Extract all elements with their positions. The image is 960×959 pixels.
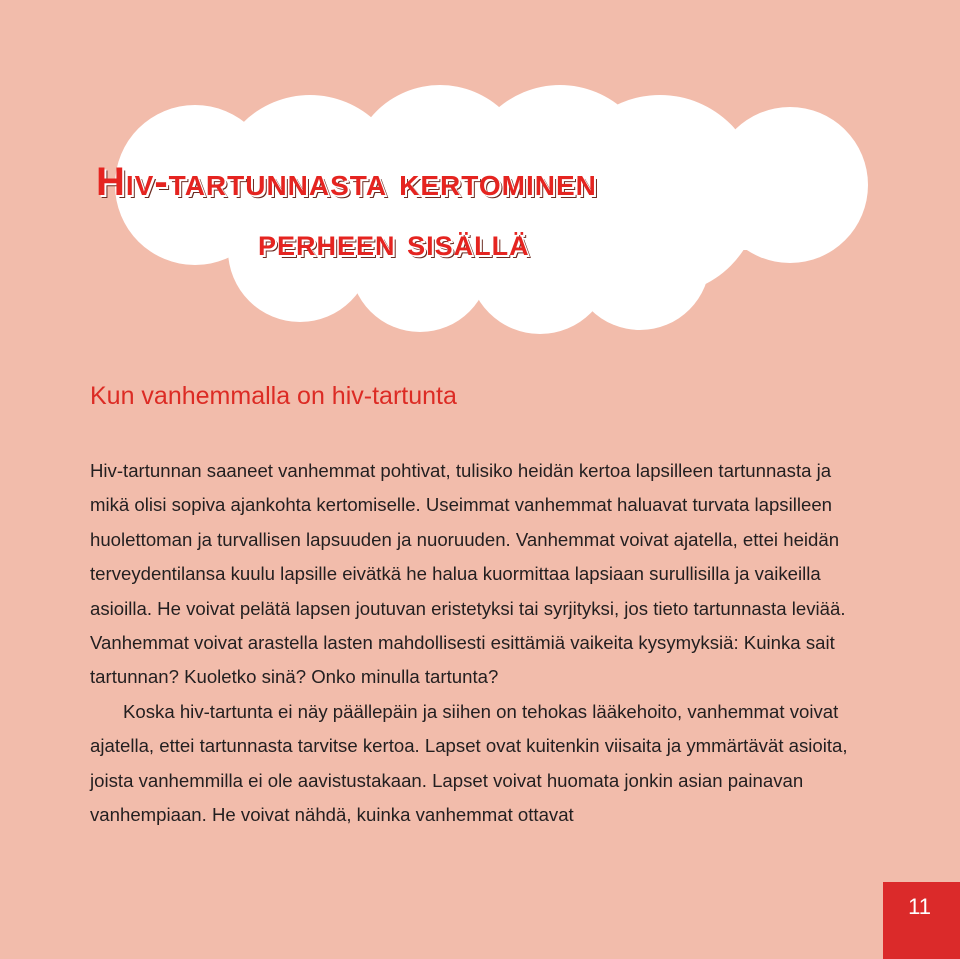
page-number: 11: [908, 894, 931, 919]
section-heading: Kun vanhemmalla on hiv-tartunta: [90, 382, 457, 410]
title-line-2: perheen sisällä: [258, 222, 530, 264]
page-number-box: [883, 882, 960, 959]
body-text: [90, 454, 870, 832]
paragraph-1: Hiv-tartunnan saaneet vanhemmat pohtivat, tulisiko heidän kertoa lapsilleen tartunnasta ja mikä olisi sopiva ajankohta kertomiselle. Useimmat vanhemmat haluavat turvata lapsilleen huolettoman ja turvallisen lapsuuden ja nuoruuden. Vanhemmat voivat ajatella, ettei heidän terveydentilansa kuulu lapsille eivätkä he halua kuormittaa lapsiaan surullisilla ja vaikeilla asioilla. He voivat pelätä lapsen joutuvan eristetyksi tai syrjityksi, jos tieto tartunnasta leviää. Vanhemmat voivat arastella lasten mahdollisesti esittämiä vaikeita kysymyksiä: Kuinka sait tartunnan? Kuoletko sinä? Onko minulla tartunta?: [90, 460, 846, 688]
page-title: [0, 0, 960, 340]
paragraph-2: Koska hiv-tartunta ei näy päällepäin ja siihen on tehokas lääkehoito, vanhemmat voivat ajatella, ettei tartunnasta tarvitse kertoa. Lapset ovat kuitenkin viisaita ja ymmärtävät asioita, joista vanhemmilla ei ole aavistustakaan. Lapset voivat huomata jonkin asian painavan vanhempiaan. He voivat nähdä, kuinka vanhemmat ottavat: [90, 700, 848, 826]
title-line-1: Hiv-tartunnasta kertominen: [96, 160, 597, 204]
